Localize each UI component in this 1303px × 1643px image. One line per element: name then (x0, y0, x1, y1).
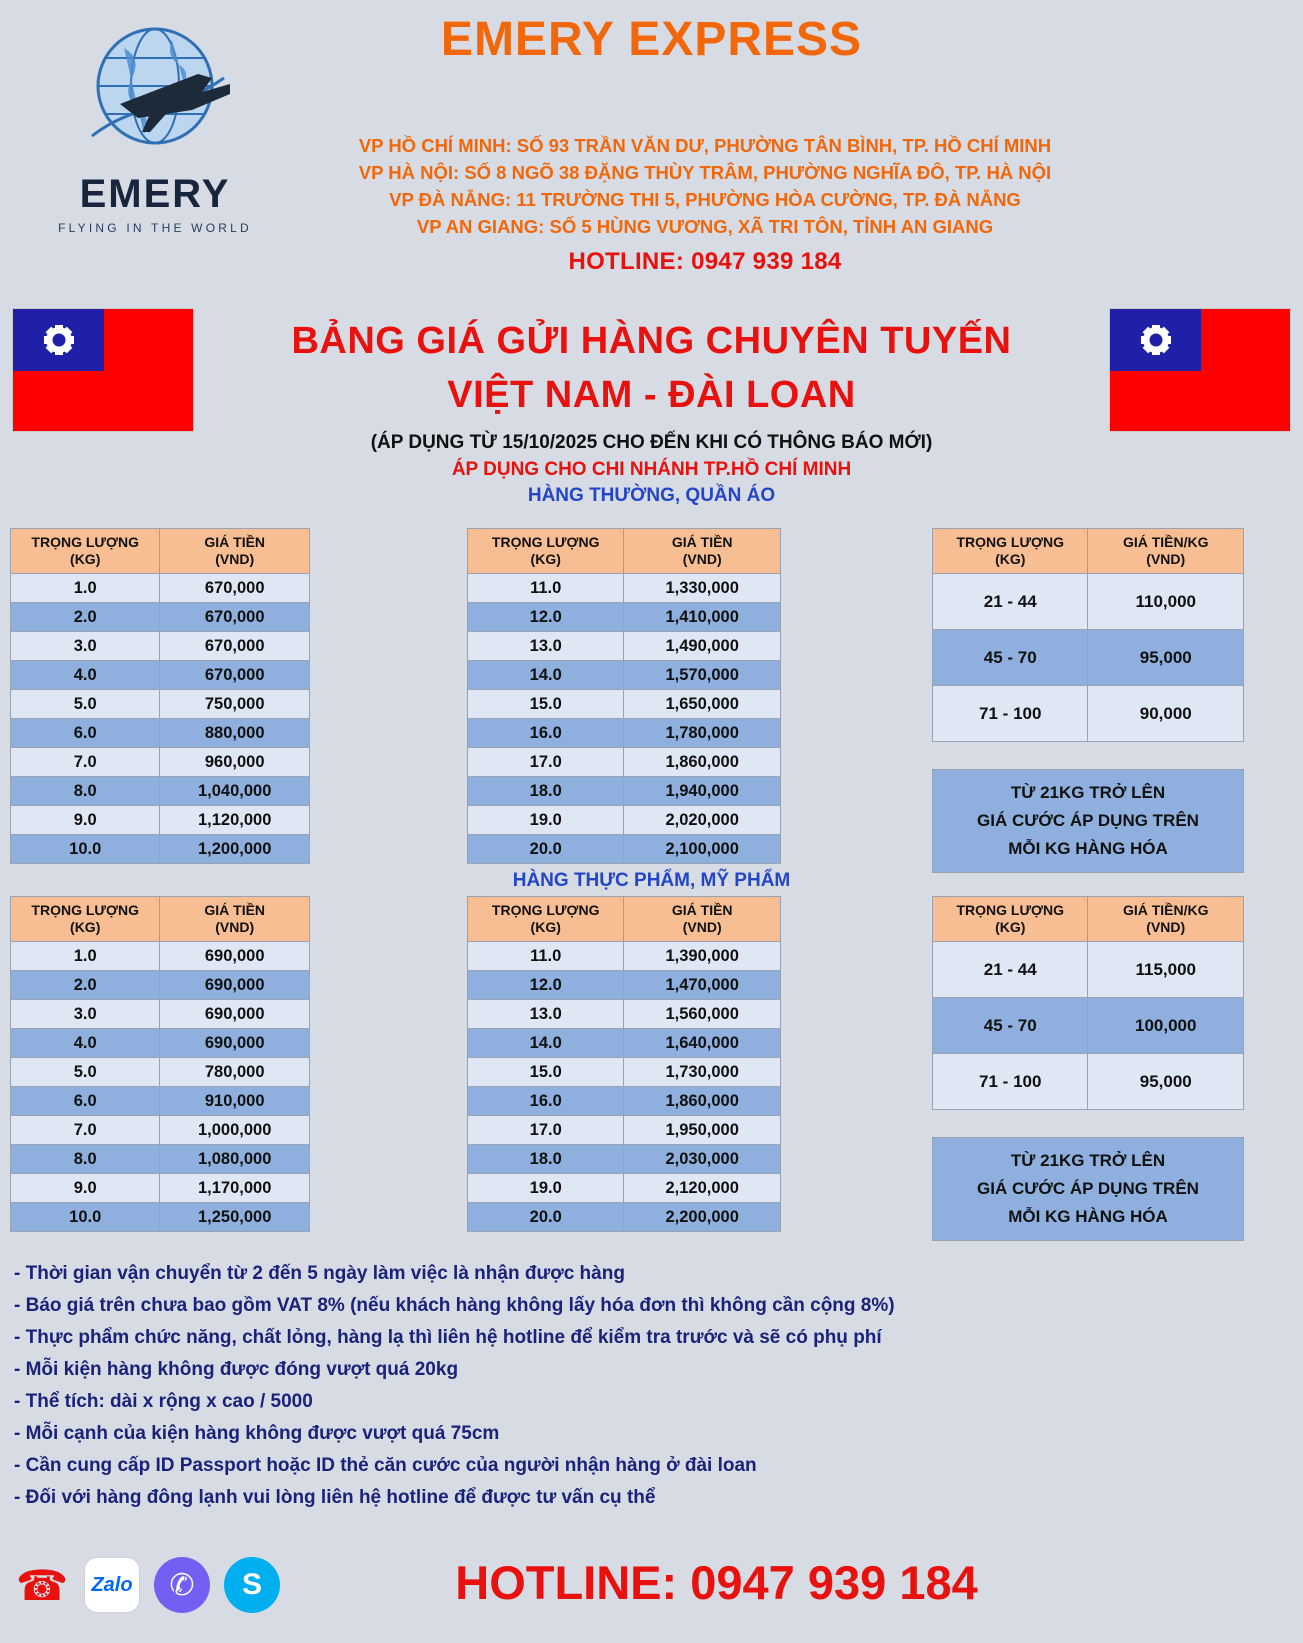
table-row: 13.0 1,560,000 (468, 1000, 781, 1029)
table-row: 5.0 780,000 (11, 1058, 310, 1087)
table-row: 9.0 1,120,000 (11, 806, 310, 835)
table-row: 21 - 44 110,000 (933, 574, 1244, 630)
price-tables-food (0, 892, 1303, 1230)
table-row: 10.0 1,200,000 (11, 835, 310, 864)
table-row: 71 - 100 90,000 (933, 686, 1244, 742)
table-row: 16.0 1,860,000 (468, 1087, 781, 1116)
table-row: 7.0 1,000,000 (11, 1116, 310, 1145)
th-weight: TRỌNG LƯỢNG (KG) (468, 897, 624, 942)
table-row: 8.0 1,040,000 (11, 777, 310, 806)
address-line-hcm: VP HỒ CHÍ MINH: SỐ 93 TRẦN VĂN DƯ, PHƯỜNG TÂN BÌNH, TP. HỒ CHÍ MINH (358, 135, 1052, 156)
logo-wordmark: EMERY (79, 172, 231, 216)
page-title-line1: BẢNG GIÁ GỬI HÀNG CHUYÊN TUYẾN (291, 320, 1012, 362)
th-price: GIÁ TIỀN (VND) (624, 897, 781, 942)
address-line-angiang: VP AN GIANG: SỐ 5 HÙNG VƯƠNG, XÃ TRI TÔN, TỈNH AN GIANG (416, 216, 994, 237)
table-row: 20.0 2,200,000 (468, 1203, 781, 1232)
table-row: 9.0 1,170,000 (11, 1174, 310, 1203)
band-note-line3: MỖI KG HÀNG HÓA (1008, 839, 1168, 858)
table-row: 71 - 100 95,000 (933, 1054, 1244, 1110)
table-row: 15.0 1,730,000 (468, 1058, 781, 1087)
flag-sun-icon (1143, 327, 1169, 353)
table-row: 10.0 1,250,000 (11, 1203, 310, 1232)
table-row: 11.0 1,330,000 (468, 574, 781, 603)
table-row: 12.0 1,410,000 (468, 603, 781, 632)
price-tables-general (0, 524, 1303, 862)
table-row: 20.0 2,100,000 (468, 835, 781, 864)
table-row: 15.0 1,650,000 (468, 690, 781, 719)
th-price: GIÁ TIỀN (VND) (160, 897, 310, 942)
band-note-general (932, 769, 1244, 873)
table-row: 4.0 690,000 (11, 1029, 310, 1058)
address-line-danang: VP ĐÀ NẴNG: 11 TRƯỜNG THI 5, PHƯỜNG HÒA CƯỜNG, TP. ĐÀ NẴNG (389, 189, 1021, 210)
table-row: 6.0 910,000 (11, 1087, 310, 1116)
phone-icon: ☎ (15, 1561, 69, 1609)
table-row: 7.0 960,000 (11, 748, 310, 777)
table-food-bands (932, 896, 1244, 1110)
table-row: 3.0 690,000 (11, 1000, 310, 1029)
table-row: 18.0 1,940,000 (468, 777, 781, 806)
table-row: 18.0 2,030,000 (468, 1145, 781, 1174)
th-weight: TRỌNG LƯỢNG (KG) (11, 897, 160, 942)
table-row: 16.0 1,780,000 (468, 719, 781, 748)
band-note-line2: GIÁ CƯỚC ÁP DỤNG TRÊN (977, 1179, 1199, 1198)
note-line: - Thực phẩm chức năng, chất lỏng, hàng lạ thì liên hệ hotline để kiểm tra trước và sẽ có phụ phí (14, 1327, 882, 1348)
title-area (0, 292, 1303, 524)
table-row: 45 - 70 95,000 (933, 630, 1244, 686)
viber-icon[interactable]: ✆ (154, 1557, 210, 1613)
address-line-hanoi: VP HÀ NỘI: SỐ 8 NGÕ 38 ĐẶNG THÙY TRÂM, PHƯỜNG NGHĨA ĐÔ, TP. HÀ NỘI (358, 162, 1052, 183)
th-weight: TRỌNG LƯỢNG (KG) (11, 529, 160, 574)
table-general-bands (932, 528, 1244, 742)
table-row: 11.0 1,390,000 (468, 942, 781, 971)
table-general-11-20 (467, 528, 781, 864)
table-row: 12.0 1,470,000 (468, 971, 781, 1000)
table-row: 2.0 670,000 (11, 603, 310, 632)
note-line: - Báo giá trên chưa bao gồm VAT 8% (nếu khách hàng không lấy hóa đơn thì không cần cộng 8%) (14, 1295, 895, 1316)
th-price-per-kg: GIÁ TIỀN/KG (VND) (1088, 897, 1244, 942)
table-row: 14.0 1,570,000 (468, 661, 781, 690)
table-row: 19.0 2,120,000 (468, 1174, 781, 1203)
branch-note: ÁP DỤNG CHO CHI NHÁNH TP.HỒ CHÍ MINH (451, 459, 852, 480)
page-footer (0, 1549, 1303, 1635)
table-row: 17.0 1,860,000 (468, 748, 781, 777)
table-row: 4.0 670,000 (11, 661, 310, 690)
table-row: 3.0 670,000 (11, 632, 310, 661)
section-heading-general: HÀNG THƯỜNG, QUẦN ÁO (527, 485, 776, 506)
table-row: 6.0 880,000 (11, 719, 310, 748)
note-line: - Thời gian vận chuyển từ 2 đến 5 ngày làm việc là nhận được hàng (14, 1263, 625, 1284)
office-addresses (255, 132, 1155, 276)
page-title (0, 292, 1303, 422)
table-row: 1.0 690,000 (11, 942, 310, 971)
page-title-line2: VIỆT NAM - ĐÀI LOAN (447, 374, 856, 416)
page-header (0, 0, 1303, 292)
table-row: 2.0 690,000 (11, 971, 310, 1000)
th-weight: TRỌNG LƯỢNG (KG) (468, 529, 624, 574)
note-line: - Đối với hàng đông lạnh vui lòng liên hệ hotline để được tư vấn cụ thể (14, 1487, 656, 1508)
note-line: - Mỗi kiện hàng không được đóng vượt quá 20kg (14, 1359, 459, 1380)
flag-sun-icon (46, 327, 72, 353)
th-price: GIÁ TIỀN (VND) (160, 529, 310, 574)
table-row: 19.0 2,020,000 (468, 806, 781, 835)
section-heading-food: HÀNG THỰC PHẨM, MỸ PHẨM (512, 870, 791, 891)
table-row: 45 - 70 100,000 (933, 998, 1244, 1054)
taiwan-flag-left (12, 308, 194, 432)
taiwan-flag-right (1109, 308, 1291, 432)
table-food-11-20 (467, 896, 781, 1232)
zalo-icon[interactable]: Zalo (84, 1557, 140, 1613)
note-line: - Cần cung cấp ID Passport hoặc ID thẻ căn cước của người nhận hàng ở đài loan (14, 1455, 757, 1476)
table-row: 5.0 750,000 (11, 690, 310, 719)
table-general-1-10 (10, 528, 310, 864)
table-row: 21 - 44 115,000 (933, 942, 1244, 998)
skype-icon[interactable]: S (224, 1557, 280, 1613)
header-hotline: HOTLINE: 0947 939 184 (568, 248, 842, 275)
effective-date: (ÁP DỤNG TỪ 15/10/2025 CHO ĐẾN KHI CÓ THÔNG BÁO MỚI) (370, 432, 933, 453)
band-note-line1: TỪ 21KG TRỞ LÊN (1010, 1151, 1166, 1170)
terms-notes (14, 1258, 1284, 1514)
table-row: 8.0 1,080,000 (11, 1145, 310, 1174)
footer-hotline: HOTLINE: 0947 939 184 (455, 1556, 978, 1609)
band-note-line1: TỪ 21KG TRỞ LÊN (1010, 783, 1166, 802)
th-price: GIÁ TIỀN (VND) (624, 529, 781, 574)
band-note-food (932, 1137, 1244, 1241)
th-weight: TRỌNG LƯỢNG (KG) (933, 529, 1088, 574)
th-price-per-kg: GIÁ TIỀN/KG (VND) (1088, 529, 1244, 574)
brand-title: EMERY EXPRESS (440, 13, 863, 66)
note-line: - Mỗi cạnh của kiện hàng không được vượt quá 75cm (14, 1423, 500, 1444)
band-note-line2: GIÁ CƯỚC ÁP DỤNG TRÊN (977, 811, 1199, 830)
table-row: 1.0 670,000 (11, 574, 310, 603)
table-row: 17.0 1,950,000 (468, 1116, 781, 1145)
table-row: 14.0 1,640,000 (468, 1029, 781, 1058)
logo-tagline: FLYING IN THE WORLD (58, 221, 252, 235)
band-note-line3: MỖI KG HÀNG HÓA (1008, 1207, 1168, 1226)
note-line: - Thể tích: dài x rộng x cao / 5000 (14, 1391, 313, 1412)
table-food-1-10 (10, 896, 310, 1232)
th-weight: TRỌNG LƯỢNG (KG) (933, 897, 1088, 942)
table-row: 13.0 1,490,000 (468, 632, 781, 661)
